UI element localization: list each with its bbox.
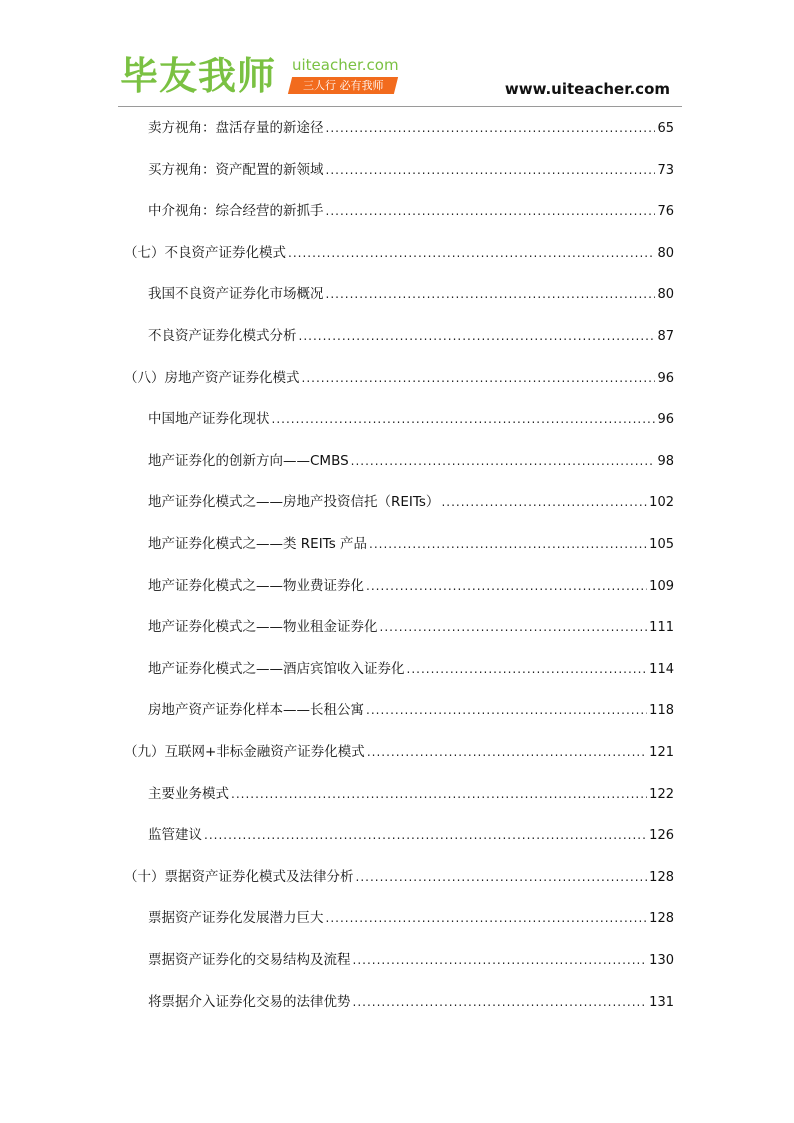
toc-dot-leader bbox=[356, 867, 648, 887]
toc-entry-page: 80 bbox=[657, 245, 674, 261]
toc-entry[interactable] bbox=[148, 118, 674, 139]
toc-entry-title: 主要业务模式 bbox=[148, 785, 229, 802]
toc-entry[interactable] bbox=[148, 659, 674, 680]
toc-dot-leader bbox=[366, 576, 647, 596]
toc-entry[interactable] bbox=[124, 368, 674, 389]
toc-entry-title: 地产证券化模式之——类 REITs 产品 bbox=[148, 536, 368, 552]
toc-dot-leader bbox=[367, 742, 647, 762]
toc-entry-title: 票据资产证券化发展潜力巨大 bbox=[148, 910, 324, 927]
toc-entry-page: 109 bbox=[649, 578, 674, 594]
toc-entry-page: 102 bbox=[649, 495, 674, 511]
toc-entry-title: 地产证券化模式之——物业费证券化 bbox=[148, 577, 364, 594]
toc-entry[interactable] bbox=[148, 451, 674, 472]
logo-domain: uiteacher.com bbox=[292, 56, 399, 74]
toc-entry[interactable] bbox=[148, 617, 674, 638]
toc-entry[interactable] bbox=[148, 784, 674, 805]
toc-entry-title: 将票据介入证券化交易的法律优势 bbox=[148, 993, 351, 1010]
toc-dot-leader bbox=[326, 160, 656, 180]
toc-entry[interactable] bbox=[148, 409, 674, 430]
toc-entry-page: 96 bbox=[657, 412, 674, 428]
toc-entry-title: 中国地产证券化现状 bbox=[148, 411, 270, 428]
toc-dot-leader bbox=[326, 908, 648, 928]
toc-dot-leader bbox=[299, 326, 656, 346]
toc-entry[interactable] bbox=[124, 867, 674, 888]
toc-entry-page: 87 bbox=[657, 329, 674, 344]
toc-entry-title: （十）票据资产证券化模式及法律分析 bbox=[124, 868, 354, 885]
toc-entry-page: 114 bbox=[649, 661, 674, 677]
site-url: www.uiteacher.com bbox=[504, 80, 670, 98]
toc-entry-page: 131 bbox=[649, 994, 674, 1010]
toc-entry-title: 地产证券化模式之——房地产投资信托（REITs） bbox=[148, 494, 440, 511]
toc-dot-leader bbox=[302, 368, 656, 388]
toc-dot-leader bbox=[380, 617, 648, 637]
toc-entry[interactable] bbox=[148, 825, 674, 846]
toc-entry-page: 96 bbox=[657, 370, 674, 386]
toc-dot-leader bbox=[231, 784, 647, 804]
toc-entry-title: （八）房地产资产证券化模式 bbox=[124, 369, 300, 386]
toc-dot-leader bbox=[326, 118, 656, 138]
toc-entry[interactable] bbox=[148, 992, 674, 1013]
toc-entry-title: 不良资产证券化模式分析 bbox=[148, 328, 297, 344]
toc-entry[interactable] bbox=[148, 326, 674, 347]
toc-dot-leader bbox=[366, 700, 647, 720]
page-header bbox=[118, 52, 682, 107]
toc-entry-title: 房地产资产证券化样本——长租公寓 bbox=[148, 702, 364, 719]
toc-entry[interactable] bbox=[148, 576, 674, 597]
toc-entry-page: 111 bbox=[649, 620, 674, 636]
toc-entry[interactable] bbox=[148, 160, 674, 181]
toc-entry[interactable] bbox=[148, 492, 674, 513]
toc-dot-leader bbox=[369, 534, 647, 554]
toc-entry-page: 126 bbox=[649, 828, 674, 844]
logo-slogan-text: 三人行 必有我师 bbox=[302, 79, 384, 92]
toc-entry-page: 128 bbox=[649, 869, 674, 885]
toc-dot-leader bbox=[351, 451, 656, 471]
toc-entry-page: 76 bbox=[657, 204, 674, 220]
toc-entry[interactable] bbox=[148, 700, 674, 721]
toc-entry-page: 121 bbox=[649, 745, 674, 760]
toc-entry-title: 地产证券化模式之——物业租金证券化 bbox=[148, 619, 378, 636]
toc-entry-page: 122 bbox=[649, 786, 674, 802]
toc-entry-title: （九）互联网+非标金融资产证券化模式 bbox=[124, 744, 365, 760]
toc-entry-page: 130 bbox=[649, 953, 674, 968]
toc-dot-leader bbox=[288, 243, 655, 263]
toc-entry-title: 监管建议 bbox=[148, 827, 202, 844]
toc-entry[interactable] bbox=[148, 201, 674, 222]
toc-dot-leader bbox=[353, 992, 648, 1012]
toc-dot-leader bbox=[272, 409, 656, 429]
toc-dot-leader bbox=[353, 950, 648, 970]
toc-entry-title: 地产证券化模式之——酒店宾馆收入证券化 bbox=[148, 660, 405, 677]
toc-entry[interactable] bbox=[148, 950, 674, 971]
toc-entry[interactable] bbox=[148, 908, 674, 929]
toc-entry-title: 票据资产证券化的交易结构及流程 bbox=[148, 952, 351, 968]
toc-entry-title: 地产证券化的创新方向——CMBS bbox=[148, 452, 349, 469]
toc-entry[interactable] bbox=[124, 742, 674, 763]
toc-entry[interactable] bbox=[148, 284, 674, 305]
toc-dot-leader bbox=[204, 825, 647, 845]
toc-entry-page: 118 bbox=[649, 703, 674, 719]
toc-entry[interactable] bbox=[148, 534, 674, 555]
logo-slogan-badge bbox=[288, 77, 398, 94]
toc-dot-leader bbox=[326, 284, 656, 304]
toc-dot-leader bbox=[326, 201, 656, 221]
toc-entry-title: 中介视角：综合经营的新抓手 bbox=[148, 203, 324, 220]
toc-entry[interactable] bbox=[124, 243, 674, 264]
toc-dot-leader bbox=[407, 659, 648, 679]
toc-dot-leader bbox=[441, 492, 647, 512]
toc-entry-title: （七）不良资产证券化模式 bbox=[124, 244, 286, 261]
toc-entry-page: 65 bbox=[657, 121, 674, 136]
toc-entry-title: 卖方视角：盘活存量的新途径 bbox=[148, 120, 324, 136]
toc-entry-page: 73 bbox=[657, 162, 674, 178]
toc-entry-page: 105 bbox=[649, 537, 674, 552]
toc-entry-page: 80 bbox=[657, 287, 674, 303]
toc-entry-title: 我国不良资产证券化市场概况 bbox=[148, 286, 324, 303]
toc-entry-page: 98 bbox=[657, 453, 674, 469]
toc-entry-title: 买方视角：资产配置的新领域 bbox=[148, 161, 324, 178]
toc-entry-page: 128 bbox=[649, 911, 674, 927]
brand-logo: 毕友我师 bbox=[120, 54, 277, 98]
